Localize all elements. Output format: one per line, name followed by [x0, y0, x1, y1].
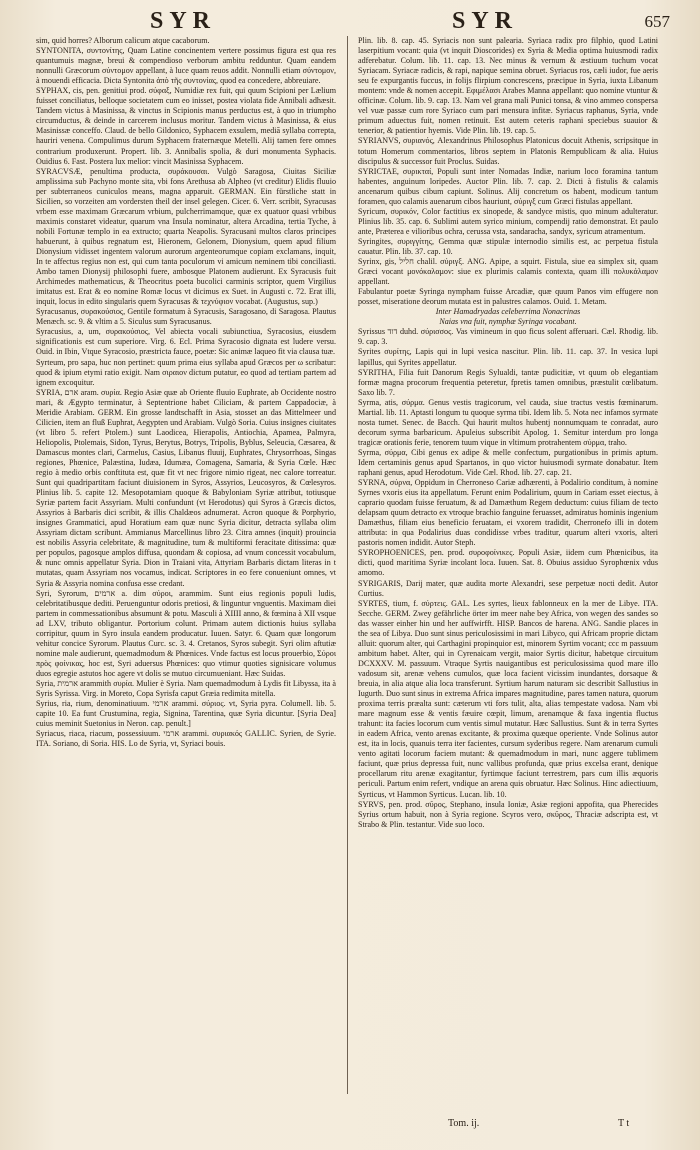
entry-paragraph: SYPHAX, cis, pen. genitiui prod. σύφαξ, Numidiæ rex fuit, qui quum Scipioni per Lælium fuisset conciliatus, belloque societatem cum eo inisset, postea violata fide Annibali adhæsit. Tandem victus à Masinissa, & vinctus in Scipionis manus perductus est, à quo in triumpho circumductus, & deinde in carcerem inclusus moritur. Tandem victus à Masinissa, & eius Masinissæ conceffo. Claud. de bello Gildonico, Syphacem exsulem, mediā syllaba correpta, hauriri venena. Compulimus durum Syphacem fraternæque Metelli. Alij tamen fere omnes contrarium produxerunt. Propert. lib. 3. Annibalis spolia, & duri monumenta Syphacis. Ouidius 6. Fast. Postera lux melior: vincit Masinissa Syphacem. — [36, 86, 336, 166]
volume-mark: Tom. ij. — [448, 1118, 480, 1129]
entry-paragraph: SYRIANVS, συριανός, Alexandrinus Philosophus Platonicus docuit Athenis, scripsitque in totum Homerum commentarios, libros septem in Platonis Rempublicam & alia. Huius discipulus & successor fuit Proclus. Suidas. — [358, 136, 658, 166]
entry-paragraph: SYRNA, σύρνα, Oppidum in Cherroneso Cariæ adhærenti, à Podalirio conditum, à nomine Syrnes vxoris eius ita appellatum. Ferunt enim Podalirium, quum in Cariam esset eiectus, à caprario quodam fuisse feruatum, & ad Damæthum Regem deductum: cuius filiam de tecto delapsam quum detracto ex vtroque brachio fanguine feruasset, admiratus hominis ingenium Damæthus, filiam eius beneficio feruatam, ei vxorem tradidit, Cherronefo illi in dotem attributa: in qua Podalirius duas condidisse vrbes traditur, quarum alteri vxoris, alteri pastoris nomen indidit. Autor Steph. — [358, 478, 658, 548]
entry-paragraph: SYNTONITA, συντονίτης, Quam Latine concinentem vertere possimus figura est qua res quantumuis magnæ, breui & compendioso verborum ambitu redduntur. Quam eandem nonnulli Græcorum σύντομον appellant, à luce quam reuos addit. Nonnulli etiam σύντομον, à mouendi efficacia. Dicta Syntonita ἀπὸ τῆς συντονίας, quod ea concedere, abbreuiare. — [36, 46, 336, 86]
page-number: 657 — [644, 12, 670, 31]
running-head-left: SYR — [150, 8, 217, 34]
entry-paragraph: SYRIGARIS, Darij mater, quæ audita morte Alexandri, sese perpetuæ nocti dedit. Autor Curtius. — [358, 578, 658, 598]
entry-paragraph: Syrites συρίτης, Lapis qui in lupi vesica nascitur. Plin. lib. 11. cap. 37. In vesica lupi lapillus, qui Syrites appellatur. — [358, 347, 658, 367]
two-column-body — [36, 36, 672, 1096]
entry-paragraph: Fabulantur poetæ Syringa nympham fuisse Arcadiæ, quæ quum Panos vim effugere non posset, miseratione deorum mutata est in palustres calamos. Ouid. 1. Metam. — [358, 287, 658, 307]
verse-line: Inter Hamadryadas celeberrima Nonacrinas — [435, 307, 581, 317]
entry-paragraph: Syrteum, pro sapa, huc non pertinet: quum prima eius syllaba apud Græcos per ω scribatur: quod & ipium etymi ratio exigit. Nam σιραιον dictum putatur, eo quod ad tertiam partem ad ignem excoquitur. — [36, 357, 336, 387]
page-header — [0, 6, 700, 36]
page-footer — [0, 1118, 700, 1138]
entry-paragraph: Plin. lib. 8. cap. 45. Syriacis non sunt palearia. Syriaca radix pro filphio, quod Latini laserpitium vocant: quia (vt inquit Dioscorides) ex Syria & Media optima huiusmodi radix adferebatur. Colum. lib. 11. cap. 13. Nec minus & vernum & æstiuum tuchum vocat Syriacam. Syriacæ radicis, & rapi, napique semina obruet. Syriacus ros, cæli iudor, fue aeris seu fe expurgantis fuccus, in folijs flirpium concrescens, præcipue in Syria, iuxta Libanum montem: vnde & nomen accepit. Εφιμέλασι Arabes Manna appellant: quo nomine vtuntur & officinæ. Colum. lib. 9. cap. 13. Nam vel grana mali Punici tonsa, & vino ammeo conspersa vel vuæ passæ cum rore Syriaco cum pari mensura infitæ. Syriacus raphanus, Syria, vnde primum aduectus fuit, nomen retinuit. Est autem ceteris raphani speciebus suauior & tenerior, & patientior hyemis. Vide Plin. lib. 19. cap. 5. — [358, 36, 658, 136]
running-head-right: SYR — [452, 8, 519, 34]
right-column — [358, 36, 658, 1094]
verse-line: Naias vna fuit, nymphæ Syringa vocabant. — [439, 317, 577, 327]
entry-paragraph: Syria, ארמית arammith συρία. Mulier è Syria. Nam quemadmodum à Lydis fit Libyssa, ita à Syris Syrissa. Virg. in Moreto, Copa Syrisfa caput Græia redimita mitella. — [36, 679, 336, 699]
entry-paragraph: Syrma, atis, σύρμα. Genus vestis tragicorum, vel cauda, siue tractus vestis fœminarum. Martial. lib. 11. Aptasti longum tu quoque syrma tibi. Idem lib. 5. Nota nec infamos syrmate nosta tumet. Senec. de Bacch. Qui haurit multos hubentj nonnumquam te conradat, auro decorum syrma barbaricum. Apuleius subscribit Apolog. 1. Semitur interdum pro longa tragicæ orationis ferie, tenorem tuum vique in vltimum protrahentem σύρμα, traho. — [358, 397, 658, 447]
entry-paragraph: Syri, Syrorum, ארמים a. dim σύροι, arammim. Sunt eius regionis populi ludis, celebritatibusque dediti. Peruenguntur odoris pretiosi, & linguntur vnguentis. Maximam diei partem in commessationibus absumunt & potu. Masculi à XIIII anno, & fœmina à XII vsque ad LXV, tributo obligantur. Portorium colunt. Primam autem dictionis huius syllaba corripitur, quum in Syro insula eandem producatur. Iuuen. Satyr. 6. Quam quæ longorum vehitur concice Syrorum. Plautus Curc. sc. 3. 4. Cretanos, Syros subegit. Syri olim aftutiæ nomine male audierunt, quemadmodum & Phœnices. Vnde factus est locus prouerbio, Σύροι πρὸς φοίνικας, hoc est, Syri aduersus Phœnices: quo vtimur quoties signisicare volumus duos egregie astutos hoc agere vt dolis se mutuo circumueniant. Hæc Suidas. — [36, 588, 336, 678]
entry-paragraph: Syracusanus, συρακούσιος, Gentile formatum à Syracusis, Saragosano, di Saragosa. Plautus Menæch. sc. 9. & vltim a 5. Siculus sum Syracusanus. — [36, 307, 336, 327]
entry-paragraph: Syracusius, a, um, συρακούσιος, Vel abiecta vocali subiunctiua, Syracosius, eiusdem significationis est cum superiore. Virg. 6. Ecl. Prima Syracosio dignata est ludere versu. Ouid. in Ibin, Vtque Syracosio, præstricta fauce, poetæ: Sic animæ laqueo fit via clausa tuæ. — [36, 327, 336, 357]
entry-paragraph: SYRVS, pen. prod. σῦρος, Stephano, insula Ioniæ, Asiæ regioni appofita, qua Pherecides Syrius ortum habuit, non à Syria regione. Scyros vero, σκῦρος, Thraciæ adscripta est, vt Strabo & Plin. testantur. Vide suo loco. — [358, 799, 658, 829]
signature-mark: T t — [618, 1118, 630, 1129]
column-divider — [347, 36, 348, 1094]
entry-paragraph: SYROPHOENICES, pen. prod. συροφοίνικες. Populi Asiæ, iidem cum Phœnicibus, ita dicti, quod maritima Syriæ incolant loca. Iuuen. Sat. 8. Obuius assiduo Syrophœnix vdus amomo. — [358, 548, 658, 578]
entry-paragraph: Syringites, συριγγίτης, Gemma quæ stipulæ internodio similis est, ac perpetua fistula cauatur. Plin. lib. 37. cap. 10. — [358, 236, 658, 256]
entry-paragraph: SYRACVSÆ, penultima producta, συράκουσαι. Vulgò Saragosa, Ciuitas Siciliæ amplissima sub Pachyno monte sita, vbi fons Arethusa ab Alpheo (vt creditur) Elidis fluuio per subterraneos cuniculos means, magna apparuit. GERMAN. Ein fürstliche statt in Sicilien, so vorzeiten am vordersten theil der insel gelegen. Cicer. 6. Verr. scribit, Syracusas vrbem esse maximam Græcarum vrbium, pulcherrimamque, quæ ex quatuor quasi vrbibus maximis constaret videatur, quarum vna Insula nominatur, altera Arcadina, tertia Tyche, à nobili Fortunæ templo in ea extructo; quarta Neapolis. Syracusani multos claros principes habuerunt, à quibus regnatum est, Hieronem, Gelonem, Dionysium, quem apud filium Dionysium vidisset ingentem valorum aurorum argenteorumque copiam exclamans, inquit, In te affectus regius non est, qui cum tanta poculorum vi amicum neminem tibi conciliasti. Ambo tamen Dionysij philosophi fuere, ambosque Platonem audierunt. Ex Syracusis fuit Archimedes mathematicus, & Theocritus poeta bucolici carminis scriptor, quem Virgilius imitatus est. Erat & eo nomine Romæ locus vt dicimus ex Suet. in Augusti c. 72. Erat illi, inquit, locus in edito singularis quem Syracusas & τεχνύφιον vocabat. (Augustus, sup.) — [36, 166, 336, 307]
entry-paragraph: SYRICTAE, συρικταί, Populi sunt inter Nomadas Indiæ, narium loco foramina tantum habentes, anguinum loripedes. Auctor Plin. lib. 7. cap. 2. Dicti à fistulis & calamis ancenarum quibus cibum capiunt. Solinus. Alij concretum os habent, modicum tantum foramen, quo calamis auenarum cibos hauriunt, σύριγξ cum Græci fistulas appellant. — [358, 166, 658, 206]
entry-paragraph: Syriacus, riaca, riacum, possessiuum. ארמי arammi. συριακός GALLIC. Syrien, de Syrie. ITA. Soriano, di Soria. HIS. Lo de Syria, vt, Syriaci bouis. — [36, 729, 336, 749]
entry-paragraph: Syrinx, gis, חליל chalil. σύριγξ. ANG. Apipe, a squirt. Fistula, siue ea simplex sit, quam Græci vocant μονόκαλαμον: siue ex plurimis calamis contexta, quam illi πολυκάλαμον appellant. — [358, 257, 658, 287]
entry-paragraph: SYRTES, tium, f. σύρτεις. GAL. Les syrtes, lieux fablonneux en la mer de Libye. ITA. Secche. GERM. Zwey gefährliche örter im meer nahe bey Africa, von wegen des sandes so das wasser einher hin und her auffwirfft. HISP. Bancos de harena. ANG. Sandie places in the sea of Libya. Duo sunt sinus periculosissimi in mari Libyco, qui Africam proprie dictam alluit: quorum alter, qui Carthagini propinquior est, minorem Syrtim vocant; ccc m passuum ambitum habet. Alter, qui in Cyrenaicam vergit, maior Syrtis dicitur, habetque circuitum DCXXXV. M. passuum. Vtraque Syrtis nauigantibus est periculosissima quod mare illo vadosum sit, arenæ vehens cumulos, quæ loca facient vicissim inundantes, dorsaque & breuia, in alia atque alia loca transferunt. Syrtium harum naturam sic describit Sallustius in Iugurth. Duo sunt sinus in extrema Africa impares magnitudine, pares tamen natura, quorum proxima terris præalta sunt: cæterum vti fors tulit, alta, alias tempestate vadosa. Nam vbi mare magnum esse & ventis fæuire cœpit, limum, arenamque & faxa ingentia fluctus trahunt: ita facies locorum cum ventis simul mutatur. Hæc Sallustius. Sunt & in terra Syrtes in eadem Africa, vento arenas excitante, & proxima quæque operiente. Vnde Solinus autor est, ita in locis, quanuis terra iter facientes, cursum syderibus regere. Nam arenarum cumuli vento agitati locorum faciem mutant: & quemadmodum in mari, nunc aggere tublimem faciunt, quæ prius depressa fuit, nunc vallibus profunda, quæ prius excelsa erant, denique procellarum ritu arenæ exagitantur, fyrtimque faciunt terrestrem, pars cum illis æquoris periculi. Partum enim refert, vndique an arena quis obruatur. Hæc Solinus. Hinc adiectiuum, Syrticus, vt Hammon Syrticus. Lucan. lib. 10. — [358, 598, 658, 799]
entry-paragraph: SYRIA, ארם aram. συρία. Regio Asiæ quæ ab Oriente fluuio Euphrate, ab Occidente nostro mari, & Ægypto terminatur, à Septentrione habet Ciliciam, & partem Cappadociæ, à Meridie Arabiam. GERM. Ein grosse landtschafft in Asia, stosset an das Mittelmeer und Cilicien, item an fluß Euphrat, Aegypten und Arabiam. Vulgò Soria. Cuius insignes ciuitates (vt libro 5. refert Ptolem.) sunt Laodicea, Hierapolis, Antiochia, Apamea, Palmyra, Heliopolis, Ptolemais, Sidon, Tyrus, Berytus, Botrys, Tripolis, Byblus, Seleucia, Cæsarea, & Damascus montes clari, Carmelus, Casius, Libanus fluuij, Euphrates, Chrysorrhoas, Singas regiones, Phœnice, Palæstina, Iudæa, Idumæa, Comagena, Samaria, & Syria Cœle. Hæc regio à medio orbis conftituta est, quæ fit vt nec frigore nimio rigeat, nec calore torreatur. Sunt qui quadripartitam faciunt diuisionem in Syros, Assyrios, Leucosyros, & Cœlesyros. Plinius lib. 5. capite 12. Mesopotamiam quoque & Babyloniam Syriæ attribut, totiusque Syriæ partem facit Assyriam. Multi confundunt (vt Herodotus) qui Syros à Græcis dictos, Assyrios à Barbaris dici scribit, & illis Chaldæos adnumerat. Acron quoque & Porphyrio, insignes Grammatici, apud Horatium eam quæ nunc Syria dicitur, detracta syllaba olim Assyriam dictam scribunt. Ammianus Marcellinus libro 23. Citra amnes (inquit) prouincia est nobilis Assyria celebritate, & magnitudine, tum & multiformi feracitate ditissima: quæ per populos, pagosque amplos diffusa, quondam & copiosa, ad vnum concessit vocabulum, & nunc omnis appellatur Syria. Dion in Traiani vita, Attyriam Barbaris dictam literas in t mutatas, quam Assyriam nos vocamus, indicat. Scriptores in eo fere conueniunt omnes, vt Syria & Assyria nomina confusa esse credant. — [36, 387, 336, 588]
left-column — [36, 36, 336, 1094]
entry-paragraph: Syrius, ria, rium, denominatiuum. ארמי arammi. σύριος. vt, Syria pyra. Columell. lib. 5. capite 10. Ea funt Crustumina, regia, Signina, Tarentina, quæ Syria dicuntur. [Syria Dea] cuius meminit Suetonius in Neron. cap. penult.] — [36, 699, 336, 729]
entry-paragraph: Syrissus דוד duhd. σύρισσος. Vas vimineum in quo ficus solent afferuari. Cæl. Rhodig. lib. 9. cap. 3. — [358, 327, 658, 347]
entry-paragraph: Syrma, σύρμα, Cibi genus ex adipe & melle confectum, purgationibus in primis aptum. Idem certaminis genus apud Spartanos, in quo victor huiusmodi syrmate donabatur. Item raphani genus, apud Herodotum. Vide Cæl. Rhod. lib. 27. cap. 21. — [358, 447, 658, 478]
entry-paragraph: Syricum, συρικόν, Color factitius ex sinopede, & sandyce mistis, quo minum adulteratur. Plinius lib. 35. cap. 6. Sublimi autem syrico minium, compendij ratio demonstrat. Et paulo ante, Præterea e vilioribus ochra, cerussa vsta, sandaracha, sandyx, syricum atramentum. — [358, 206, 658, 236]
entry-paragraph: SYRITHA, Filia fuit Danorum Regis Sylualdi, tantæ pudicitiæ, vt quum ob elegantiam formæ magna procorum frequentia peteretur, fpretis tamen omnibus, præstulit cœlibatum. Saxo lib. 7. — [358, 367, 658, 397]
entry-paragraph: sim, quid horres? Alborum calicum atque cacaborum. — [36, 36, 210, 45]
